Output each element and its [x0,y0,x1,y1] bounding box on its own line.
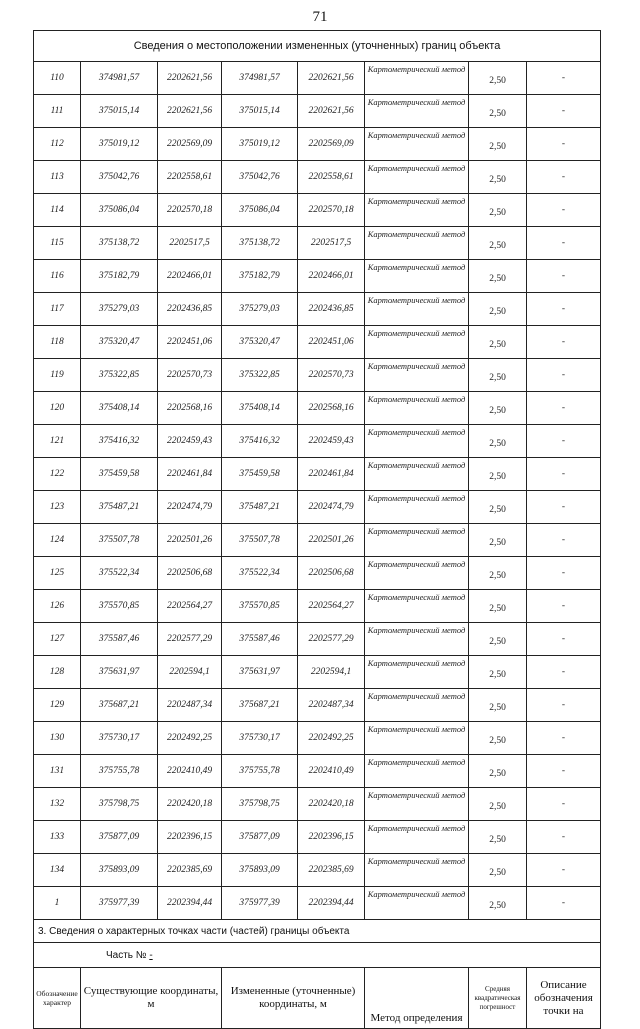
cell-y2: 2202385,69 [298,854,365,887]
cell-method: Картометрический метод [365,359,469,392]
cell-x2: 375042,76 [222,161,298,194]
cell-y1: 2202385,69 [158,854,222,887]
cell-y2: 2202564,27 [298,590,365,623]
cell-method: Картометрический метод [365,260,469,293]
cell-y2: 2202577,29 [298,623,365,656]
cell-method: Картометрический метод [365,128,469,161]
cell-point: 122 [34,458,81,491]
cell-method: Картометрический метод [365,722,469,755]
cell-error: 2,50 [469,227,527,260]
table-row [34,788,601,821]
cell-y2: 2202396,15 [298,821,365,854]
cell-point: 130 [34,722,81,755]
cell-x1: 375487,21 [81,491,158,524]
section-title: Сведения о местоположении измененных (уточненных) границ объекта [34,31,601,62]
cell-desc: - [527,260,601,293]
cell-x2: 375138,72 [222,227,298,260]
cell-y2: 2202420,18 [298,788,365,821]
cell-y1: 2202487,34 [158,689,222,722]
header-error: Средняя квадратическая погрешност [469,968,527,1029]
cell-x1: 375977,39 [81,887,158,920]
cell-desc: - [527,227,601,260]
table-row [34,491,601,524]
cell-y2: 2202436,85 [298,293,365,326]
cell-y2: 2202621,56 [298,62,365,95]
table-row [34,260,601,293]
cell-y1: 2202501,26 [158,524,222,557]
page-number: 71 [312,9,328,25]
cell-method: Картометрический метод [365,161,469,194]
cell-y2: 2202569,09 [298,128,365,161]
cell-desc: - [527,623,601,656]
cell-method: Картометрический метод [365,557,469,590]
cell-error: 2,50 [469,755,527,788]
cell-x2: 375587,46 [222,623,298,656]
cell-x2: 375320,47 [222,326,298,359]
cell-error: 2,50 [469,95,527,128]
boundary-table [33,30,601,1029]
cell-x2: 375279,03 [222,293,298,326]
cell-y1: 2202474,79 [158,491,222,524]
cell-point: 114 [34,194,81,227]
table-row [34,623,601,656]
cell-method: Картометрический метод [365,689,469,722]
cell-error: 2,50 [469,689,527,722]
cell-y1: 2202568,16 [158,392,222,425]
cell-y1: 2202577,29 [158,623,222,656]
cell-x1: 375408,14 [81,392,158,425]
cell-x1: 375631,97 [81,656,158,689]
cell-point: 110 [34,62,81,95]
cell-x2: 375522,34 [222,557,298,590]
cell-error: 2,50 [469,161,527,194]
part-row [34,943,601,968]
cell-x1: 375570,85 [81,590,158,623]
cell-x2: 375877,09 [222,821,298,854]
cell-error: 2,50 [469,128,527,161]
cell-method: Картометрический метод [365,854,469,887]
cell-desc: - [527,821,601,854]
cell-desc: - [527,590,601,623]
cell-y1: 2202621,56 [158,95,222,128]
cell-error: 2,50 [469,458,527,491]
section-title-row [34,31,601,62]
cell-y1: 2202517,5 [158,227,222,260]
cell-error: 2,50 [469,788,527,821]
cell-x1: 375279,03 [81,293,158,326]
cell-x2: 375755,78 [222,755,298,788]
cell-x2: 375687,21 [222,689,298,722]
table-row [34,95,601,128]
cell-y1: 2202621,56 [158,62,222,95]
cell-desc: - [527,557,601,590]
cell-error: 2,50 [469,359,527,392]
table-row [34,656,601,689]
table-row [34,689,601,722]
cell-x2: 375322,85 [222,359,298,392]
cell-desc: - [527,359,601,392]
cell-x1: 375138,72 [81,227,158,260]
cell-y2: 2202570,73 [298,359,365,392]
cell-point: 1 [34,887,81,920]
cell-error: 2,50 [469,326,527,359]
cell-x2: 375416,32 [222,425,298,458]
cell-desc: - [527,95,601,128]
cell-desc: - [527,425,601,458]
cell-method: Картометрический метод [365,623,469,656]
part-value: - [149,949,153,961]
cell-y2: 2202621,56 [298,95,365,128]
table-row [34,227,601,260]
table-row [34,128,601,161]
cell-desc: - [527,854,601,887]
table-row [34,524,601,557]
cell-y2: 2202568,16 [298,392,365,425]
cell-x1: 375042,76 [81,161,158,194]
cell-y2: 2202451,06 [298,326,365,359]
cell-x1: 375687,21 [81,689,158,722]
cell-method: Картометрический метод [365,62,469,95]
cell-x2: 375507,78 [222,524,298,557]
cell-x1: 375015,14 [81,95,158,128]
cell-y1: 2202570,73 [158,359,222,392]
cell-point: 125 [34,557,81,590]
cell-desc: - [527,293,601,326]
cell-desc: - [527,194,601,227]
cell-y2: 2202474,79 [298,491,365,524]
cell-point: 112 [34,128,81,161]
cell-desc: - [527,689,601,722]
cell-x1: 375587,46 [81,623,158,656]
cell-error: 2,50 [469,854,527,887]
table-body [34,31,601,920]
part-label: Часть № [106,949,147,961]
cell-x1: 375416,32 [81,425,158,458]
table-row [34,62,601,95]
cell-error: 2,50 [469,392,527,425]
table-row [34,755,601,788]
cell-y1: 2202461,84 [158,458,222,491]
table-row [34,194,601,227]
cell-desc: - [527,788,601,821]
cell-x2: 375631,97 [222,656,298,689]
cell-x1: 375322,85 [81,359,158,392]
cell-y2: 2202492,25 [298,722,365,755]
cell-x2: 375019,12 [222,128,298,161]
cell-x2: 375893,09 [222,854,298,887]
cell-point: 119 [34,359,81,392]
cell-x2: 375977,39 [222,887,298,920]
cell-y1: 2202410,49 [158,755,222,788]
cell-x1: 375507,78 [81,524,158,557]
cell-desc: - [527,656,601,689]
cell-point: 131 [34,755,81,788]
section3-body [34,920,601,1029]
table-row [34,557,601,590]
cell-method: Картометрический метод [365,590,469,623]
header-description: Описание обозначения точки на [527,968,601,1029]
header-method: Метод определения [365,968,469,1029]
cell-x2: 375086,04 [222,194,298,227]
section3-row [34,920,601,943]
table-row [34,326,601,359]
table-row [34,854,601,887]
cell-point: 120 [34,392,81,425]
cell-error: 2,50 [469,194,527,227]
cell-desc: - [527,62,601,95]
cell-error: 2,50 [469,722,527,755]
cell-error: 2,50 [469,491,527,524]
cell-point: 124 [34,524,81,557]
cell-y1: 2202569,09 [158,128,222,161]
cell-error: 2,50 [469,260,527,293]
cell-x2: 375570,85 [222,590,298,623]
cell-x1: 375086,04 [81,194,158,227]
cell-y1: 2202558,61 [158,161,222,194]
header-existing: Существующие координаты, м [81,968,222,1029]
cell-point: 132 [34,788,81,821]
section3-title: 3. Сведения о характерных точках части (частей) границы объекта [34,920,601,943]
cell-y2: 2202461,84 [298,458,365,491]
table-row [34,392,601,425]
cell-x1: 375730,17 [81,722,158,755]
table-row [34,821,601,854]
cell-desc: - [527,524,601,557]
cell-point: 129 [34,689,81,722]
cell-point: 115 [34,227,81,260]
cell-point: 134 [34,854,81,887]
cell-x1: 375755,78 [81,755,158,788]
column-header-row [34,968,601,1029]
cell-desc: - [527,491,601,524]
cell-point: 113 [34,161,81,194]
cell-y1: 2202394,44 [158,887,222,920]
cell-error: 2,50 [469,623,527,656]
cell-x1: 374981,57 [81,62,158,95]
cell-y2: 2202501,26 [298,524,365,557]
cell-y2: 2202459,43 [298,425,365,458]
cell-y1: 2202570,18 [158,194,222,227]
cell-x2: 375408,14 [222,392,298,425]
cell-x2: 374981,57 [222,62,298,95]
cell-error: 2,50 [469,590,527,623]
cell-x1: 375893,09 [81,854,158,887]
cell-x1: 375320,47 [81,326,158,359]
cell-desc: - [527,887,601,920]
cell-x2: 375730,17 [222,722,298,755]
table-row [34,590,601,623]
cell-error: 2,50 [469,656,527,689]
cell-point: 133 [34,821,81,854]
cell-point: 121 [34,425,81,458]
header-changed: Измененные (уточненные) координаты, м [222,968,365,1029]
cell-y2: 2202466,01 [298,260,365,293]
cell-x1: 375459,58 [81,458,158,491]
cell-y1: 2202396,15 [158,821,222,854]
cell-y1: 2202564,27 [158,590,222,623]
cell-x2: 375487,21 [222,491,298,524]
cell-point: 123 [34,491,81,524]
part-number [34,943,601,968]
cell-desc: - [527,392,601,425]
cell-point: 128 [34,656,81,689]
cell-method: Картометрический метод [365,458,469,491]
cell-x2: 375182,79 [222,260,298,293]
cell-x2: 375459,58 [222,458,298,491]
cell-point: 127 [34,623,81,656]
cell-method: Картометрический метод [365,326,469,359]
cell-desc: - [527,161,601,194]
cell-x1: 375522,34 [81,557,158,590]
cell-method: Картометрический метод [365,821,469,854]
cell-point: 116 [34,260,81,293]
cell-method: Картометрический метод [365,293,469,326]
cell-error: 2,50 [469,821,527,854]
cell-point: 117 [34,293,81,326]
cell-method: Картометрический метод [365,524,469,557]
cell-error: 2,50 [469,557,527,590]
cell-y2: 2202558,61 [298,161,365,194]
cell-y1: 2202420,18 [158,788,222,821]
table-row [34,161,601,194]
cell-method: Картометрический метод [365,392,469,425]
table-row [34,458,601,491]
cell-error: 2,50 [469,62,527,95]
cell-y1: 2202492,25 [158,722,222,755]
cell-desc: - [527,458,601,491]
cell-x1: 375798,75 [81,788,158,821]
table-row [34,887,601,920]
cell-error: 2,50 [469,524,527,557]
cell-desc: - [527,128,601,161]
table-row [34,293,601,326]
cell-desc: - [527,755,601,788]
header-designation: Обозначение характер [34,968,81,1029]
cell-point: 111 [34,95,81,128]
cell-method: Картометрический метод [365,425,469,458]
table-row [34,722,601,755]
cell-method: Картометрический метод [365,755,469,788]
cell-x1: 375877,09 [81,821,158,854]
cell-method: Картометрический метод [365,194,469,227]
table-row [34,425,601,458]
cell-method: Картометрический метод [365,227,469,260]
cell-y2: 2202517,5 [298,227,365,260]
cell-x1: 375182,79 [81,260,158,293]
cell-method: Картометрический метод [365,887,469,920]
cell-y2: 2202506,68 [298,557,365,590]
cell-method: Картометрический метод [365,491,469,524]
cell-method: Картометрический метод [365,95,469,128]
cell-point: 126 [34,590,81,623]
cell-y2: 2202410,49 [298,755,365,788]
cell-method: Картометрический метод [365,788,469,821]
cell-point: 118 [34,326,81,359]
cell-y1: 2202451,06 [158,326,222,359]
cell-y1: 2202466,01 [158,260,222,293]
cell-error: 2,50 [469,887,527,920]
cell-y2: 2202487,34 [298,689,365,722]
cell-error: 2,50 [469,425,527,458]
cell-y2: 2202394,44 [298,887,365,920]
cell-error: 2,50 [469,293,527,326]
cell-x1: 375019,12 [81,128,158,161]
cell-x2: 375798,75 [222,788,298,821]
cell-y1: 2202436,85 [158,293,222,326]
cell-desc: - [527,722,601,755]
table-row [34,359,601,392]
cell-y2: 2202570,18 [298,194,365,227]
cell-method: Картометрический метод [365,656,469,689]
cell-y2: 2202594,1 [298,656,365,689]
cell-x2: 375015,14 [222,95,298,128]
cell-y1: 2202594,1 [158,656,222,689]
cell-y1: 2202459,43 [158,425,222,458]
cell-y1: 2202506,68 [158,557,222,590]
cell-desc: - [527,326,601,359]
